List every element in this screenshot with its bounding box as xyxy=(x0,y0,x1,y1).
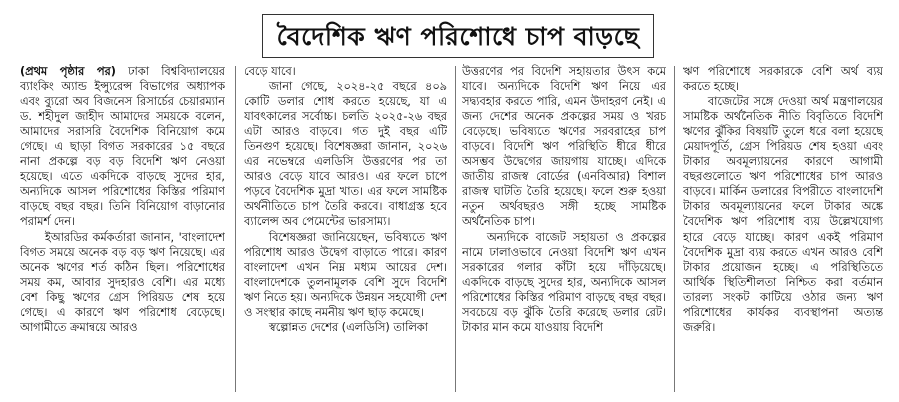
column-4-paragraph-1: ঋণ পরিশোধে সরকারকে বেশি অর্থ ব্যয় করতে হচ্ছে। xyxy=(683,65,883,94)
column-divider-1 xyxy=(235,66,236,392)
column-1-paragraph-1 xyxy=(20,64,225,230)
column-2-paragraph-3: স্বল্পোন্নত দেশের (এলডিসি) তালিকা xyxy=(268,320,428,334)
column-3-paragraph-1: উত্তরণের পর বিদেশি সহায়তার উৎস কমে যাবে। অন্যদিকে বিদেশি ঋণ নিয়ে এর সদ্ব্যবহার করতে পারি, এমন উদাহরণ নেই। এ জন্য দেশের অনেক প্রকল্পের সময় ও খরচ বেড়েছে। ভবিষ্যতে ঋণের সরবরাহের চাপ বাড়বে। বিদেশি ঋণ পরিস্থিতি ধীরে ধীরে অসম্ভব উদ্বেগের জায়গায় যাচ্ছে। এদিকে জাতীয় রাজস্ব বোর্ডের (এনবিআর) বিশাল রাজস্ব ঘাটতি তৈরি হয়েছে। ফলে শুরু হওয়া নতুন অর্থবছরও সঙ্গী হচ্ছে সামষ্টিক অর্থনৈতিক চাপ। xyxy=(462,65,666,229)
column-1-paragraph-1-text: ঢাকা বিশ্ববিদ্যালয়ের ব্যাংকিং অ্যান্ড ইন্স্যুরেন্স বিভাগের অধ্যাপক এবং ব্যুরো অব বিজনেস রিসার্চের চেয়ারম্যান ড. শহীদুল জাহীদ আমাদের সময়কে বলেন, আমাদের সরাসরি বৈদেশিক বিনিয়োগ কমে গেছে। এ ছাড়া বিগত সরকারের ১৫ বছরে নানা প্রকল্পে বড় বড় বিদেশি ঋণ নেওয়া হয়েছে। এতে একদিকে বাড়ছে সুদের হার, অন্যদিকে আসল পরিশোধের কিস্তির পরিমাণ বাড়ছে বছর বছর। তিনি বিনিয়োগ বাড়ানোর পরামর্শ দেন। xyxy=(20,65,225,229)
headline: বৈদেশিক ঋণ পরিশোধে চাপ বাড়ছে xyxy=(276,21,640,51)
column-divider-3 xyxy=(674,66,675,392)
column-1 xyxy=(20,64,225,396)
column-4 xyxy=(683,64,883,396)
column-3-paragraph-2: অন্যদিকে বাজেট সহায়তা ও প্রকল্পের নামে ঢালাওভাবে নেওয়া বিদেশি ঋণ এখন সরকারের গলার কাঁটা হয়ে দাঁড়িয়েছে। একদিকে বাড়ছে সুদের হার, অন্যদিকে আসল পরিশোধের কিস্তির পরিমাণ বাড়ছে বছর বছর। সবচেয়ে বড় ঝুঁকি তৈরি করেছে ডলার রেট। টাকার মান কমে যাওয়ায় বিদেশি xyxy=(462,230,666,334)
continued-from-front-page: (প্রথম পৃষ্ঠার পর) xyxy=(20,65,116,78)
column-2-paragraph-2: বিশেষজ্ঞরা জানিয়েছেন, ভবিষ্যতে ঋণ পরিশোধ আরও উদ্বেগ বাড়াতে পারে। কারণ বাংলাদেশ এখন নিম্ন মধ্যম আয়ের দেশ। বাংলাদেশকে তুলনামূলক বেশি সুদে বিদেশি ঋণ নিতে হয়। অন্যদিকে উন্নয়ন সহযোগী দেশ ও সংস্থার কাছে নমনীয় ঋণ ছাড় কমেছে। xyxy=(244,230,447,319)
column-2-paragraph-1: জানা গেছে, ২০২৪-২৫ বছরে ৪০৯ কোটি ডলার শোধ করতে হয়েছে, যা এ যাবৎকালের সর্বোচ্চ। চলতি ২০২৫-২৬ বছর এটা আরও বাড়বে। গত দুই বছর এটি তিনগুণ হয়েছে। বিশেষজ্ঞরা জানান, ২০২৬ এর নভেম্বরে এলডিসি উত্তরণের পর তা আরও বেড়ে যাবে আরও। এর ফলে চাপে পড়বে বৈদেশিক মুদ্রা খাত। এর ফলে সামষ্টিক অর্থনীতিতে চাপ তৈরি করবে। বাধাগ্রস্ত হবে ব্যালেন্স অব পেমেন্টের ভারসাম্য। xyxy=(244,80,447,229)
column-2 xyxy=(244,64,447,396)
column-4-paragraph-2: বাজেটের সঙ্গে দেওয়া অর্থ মন্ত্রণালয়ের সামষ্টিক অর্থনৈতিক নীতি বিবৃতিতে বিদেশি ঋণের ঝুঁকির বিষয়টি তুলে ধরে বলা হয়েছে মেয়াদপূর্তি, গ্রেস পিরিয়ড শেষ হওয়া এবং টাকার অবমূল্যায়নের কারণে আগামী বছরগুলোতে ঋণ পরিশোধের চাপ আরও বাড়বে। মার্কিন ডলারের বিপরীতে বাংলাদেশি টাকার অবমূল্যায়নের ফলে টাকার অঙ্কে বৈদেশিক ঋণ পরিশোধ ব্যয় উল্লেখযোগ্য হারে বেড়ে যাচ্ছে। কারণ একই পরিমাণ বৈদেশিক মুদ্রা ব্যয় করতে এখন আরও বেশি টাকার প্রয়োজন হচ্ছে। এ পরিস্থিতিতে আর্থিক স্থিতিশীলতা নিশ্চিত করা বর্তমান তারল্য সংকট কাটিয়ে ওঠার জন্য ঋণ পরিশোধের কার্যকর ব্যবস্থাপনা অত্যন্ত জরুরি। xyxy=(683,95,883,334)
column-1-paragraph-2: ইআরডির কর্মকর্তারা জানান, 'বাংলাদেশ বিগত সময়ে অনেক বড় বড় ঋণ নিয়েছে। এর অনেক ঋণের শর্ত কঠিন ছিল। পরিশোধের সময় কম, আবার সুদহারও বেশি। এর মধ্যে বেশ কিছু ঋণের গ্রেস পিরিয়ড শেষ হয়ে গেছে। এ কারণে ঋণ পরিশোধ বেড়েছে। আগামীতে ক্রমান্বয়ে আরও xyxy=(20,230,225,334)
column-3 xyxy=(462,64,666,396)
column-2-paragraph-0: বেড়ে যাবে। xyxy=(244,65,296,78)
column-divider-2 xyxy=(455,66,456,392)
headline-box xyxy=(262,14,654,58)
